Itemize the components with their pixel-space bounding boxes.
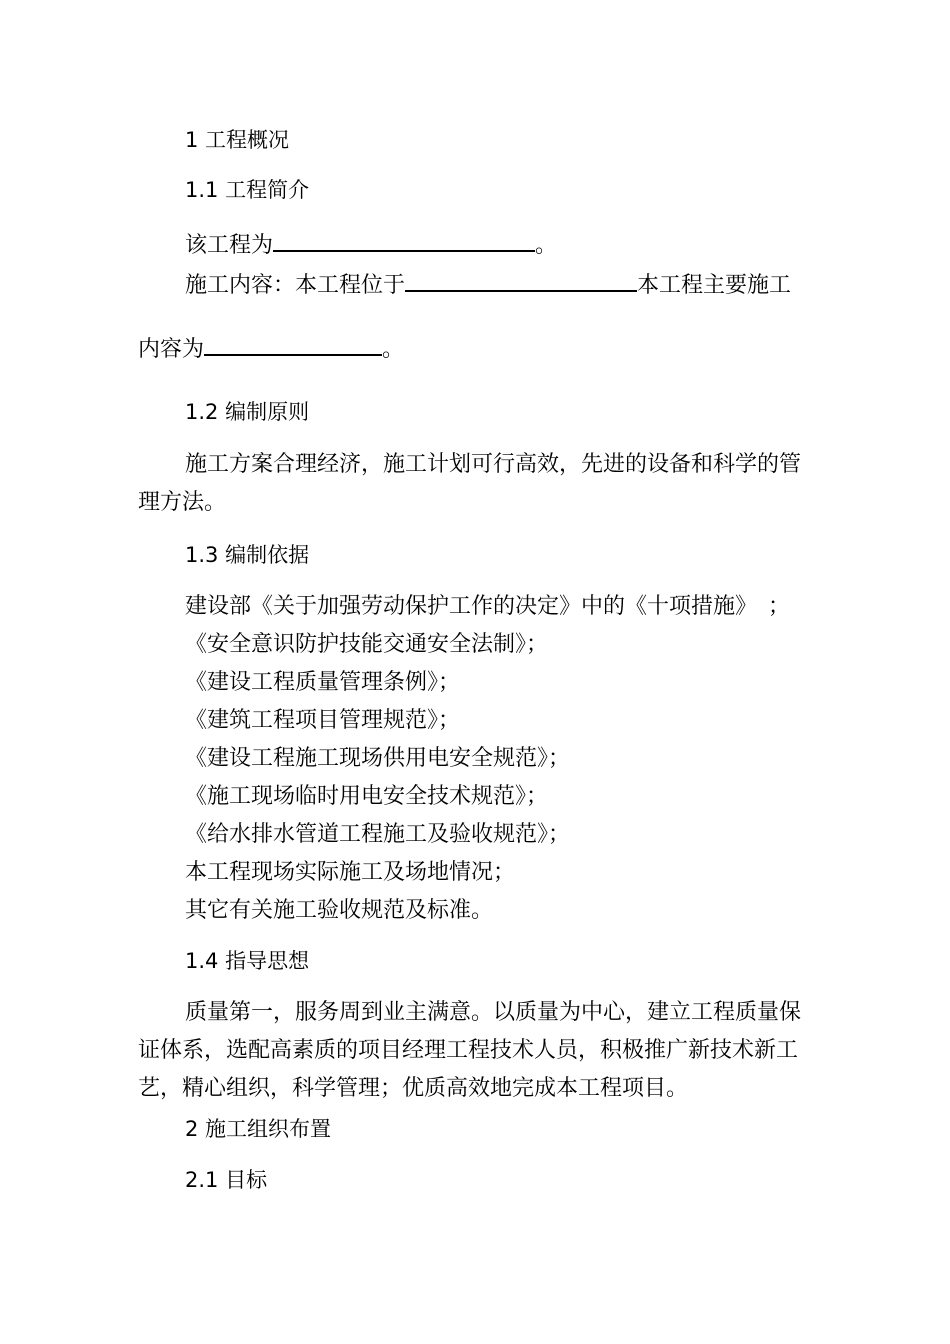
basis-item: 《建设工程质量管理条例》； [185, 670, 461, 695]
guidance-line-1: 质量第一，服务周到业主满意。以质量为中心，建立工程质量保 [185, 1000, 802, 1025]
basis-item: 《建筑工程项目管理规范》； [185, 708, 461, 733]
basis-item: 《安全意识防护技能交通安全法制》； [185, 632, 549, 657]
section-heading-1-1: 1.1 工程简介 [185, 178, 310, 202]
fill-in-blank-project [273, 228, 535, 252]
section-heading-1-2: 1.2 编制原则 [185, 400, 310, 424]
basis-item: 本工程现场实际施工及场地情况； [185, 860, 516, 885]
intro-line-3-prefix: 内容为 [138, 337, 205, 362]
basis-item: 《建设工程施工现场供用电安全规范》； [185, 746, 571, 771]
basis-item: 建设部《关于加强劳动保护工作的决定》中的《十项措施》 ； [185, 594, 791, 619]
section-heading-2: 2 施工组织布置 [185, 1117, 332, 1141]
intro-line-1-suffix: 。 [535, 233, 558, 258]
intro-line-3 [138, 332, 404, 365]
principle-line-2: 理方法。 [138, 490, 227, 515]
principle-line-1: 施工方案合理经济，施工计划可行高效，先进的设备和科学的管 [185, 452, 802, 477]
basis-item: 其它有关施工验收规范及标准。 [185, 898, 494, 923]
basis-item: 《给水排水管道工程施工及验收规范》； [185, 822, 571, 847]
basis-item: 《施工现场临时用电安全技术规范》； [185, 784, 549, 809]
intro-line-1 [185, 228, 557, 261]
intro-line-1-prefix: 该工程为 [185, 233, 274, 258]
section-heading-1-3: 1.3 编制依据 [185, 543, 310, 567]
guidance-line-3: 艺，精心组织，科学管理；优质高效地完成本工程项目。 [138, 1076, 689, 1101]
intro-line-2-suffix: 本工程主要施工 [637, 273, 792, 298]
intro-line-2 [185, 268, 791, 301]
section-heading-1: 1 工程概况 [185, 128, 290, 152]
fill-in-blank-location [405, 268, 637, 292]
guidance-line-2: 证体系，选配高素质的项目经理工程技术人员，积极推广新技术新工 [138, 1038, 799, 1063]
fill-in-blank-content [204, 332, 382, 356]
section-heading-1-4: 1.4 指导思想 [185, 949, 310, 973]
intro-line-3-suffix: 。 [382, 337, 405, 362]
intro-line-2-prefix: 施工内容：本工程位于 [185, 273, 406, 298]
section-heading-2-1: 2.1 目标 [185, 1168, 268, 1192]
